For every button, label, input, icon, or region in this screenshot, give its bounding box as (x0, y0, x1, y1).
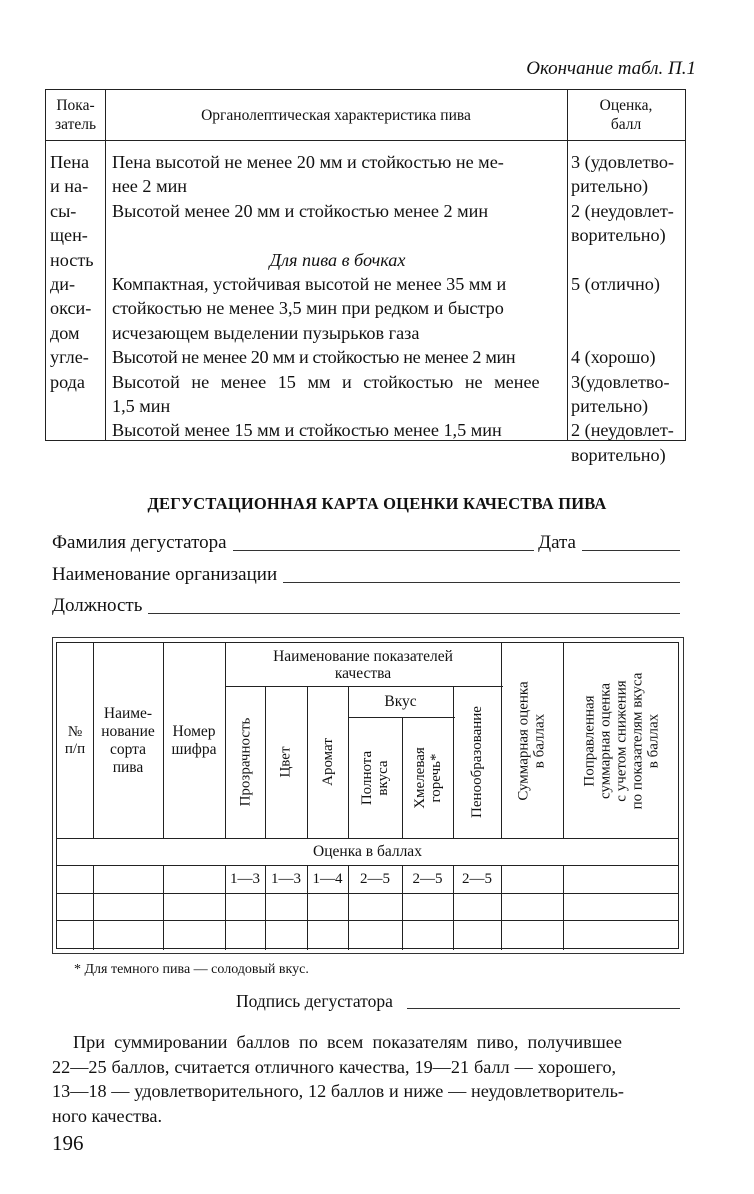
score-range-clarity: 1—3 (230, 870, 260, 887)
indicator-line: ди- (50, 273, 76, 294)
header-corrected-score (563, 643, 680, 838)
indicator-line: рода (50, 371, 85, 392)
score-range-color: 1—3 (271, 870, 301, 887)
score-line: 4 (хорошо) (571, 347, 656, 368)
score-line: 3(удовлетво- (571, 371, 670, 392)
header-text: в баллах (645, 713, 662, 768)
header-text: по показателям вкуса (629, 672, 646, 809)
header-color (265, 686, 307, 838)
taster-surname-label: Фамилия дегустатора (52, 532, 227, 553)
header-taste-group: Вкус (384, 693, 417, 710)
score-line: 3 (удовлетво- (571, 152, 675, 172)
header-text: шифра (171, 740, 217, 758)
header-aroma (307, 686, 348, 838)
paragraph-line: 22—25 баллов, считается отличного качества, 19—21 балл — хорошего, (52, 1056, 617, 1077)
characteristic-line: нее 2 мин (112, 176, 188, 197)
tasting-card-table (56, 642, 679, 949)
header-text: Прозрачность (237, 717, 254, 807)
header-indicator (46, 90, 105, 140)
characteristic-line: Высотой не менее 15 мм и стойкостью не менее (112, 371, 540, 392)
header-text: Хмелевая (411, 746, 428, 809)
score-line: 5 (отлично) (571, 273, 660, 294)
characteristic-line: Пена высотой не менее 20 мм и стойкостью не ме- (112, 152, 504, 172)
indicator-line: и на- (50, 176, 89, 197)
header-code (163, 643, 225, 838)
characteristic-line: Высотой не менее 20 мм и стойкостью не менее 2 мин (112, 347, 516, 368)
indicator-line: дом (50, 322, 80, 343)
header-text: № (67, 723, 83, 740)
characteristic-line: 1,5 мин (112, 395, 171, 416)
header-text: с учетом снижения (613, 679, 630, 802)
score-label-row: Оценка в баллах (313, 843, 422, 860)
score-line (571, 248, 685, 272)
score-range-aroma: 1—4 (312, 870, 343, 887)
score-line: ворительно) (571, 225, 666, 246)
signature-label: Подпись дегустатора (236, 991, 393, 1011)
header-text: Цвет (277, 746, 294, 778)
header-number (57, 643, 93, 838)
score-line: рительно) (571, 395, 649, 416)
paragraph-line: При суммировании баллов по всем показателям пиво, получившее (73, 1032, 622, 1052)
empty-table-row[interactable] (57, 893, 678, 920)
position-label: Должность (52, 595, 143, 616)
organization-row (52, 562, 680, 586)
header-total-score (501, 643, 563, 838)
header-text: Суммарная оценка (516, 680, 532, 801)
score-line (571, 296, 685, 320)
header-text: Пенообразование (469, 706, 485, 818)
score-range-foaming: 2—5 (462, 870, 492, 887)
header-divider (46, 140, 685, 141)
characteristic-line: Высотой менее 15 мм и стойкостью менее 1,5 мин (112, 420, 502, 441)
characteristic-column (112, 150, 563, 443)
organization-field[interactable] (283, 565, 680, 583)
header-foaming (453, 686, 501, 838)
position-row (52, 593, 680, 617)
header-text: вкуса (375, 759, 392, 796)
scoring-paragraph (52, 1030, 688, 1128)
indicator-line: угле- (50, 347, 89, 368)
indicator-line: ность (50, 249, 94, 270)
signature-field[interactable] (407, 991, 680, 1009)
subsection-heading: Для пива в бочках (269, 249, 406, 270)
header-text: нование (101, 722, 155, 740)
score-line: ворительно) (571, 444, 666, 465)
header-text: суммарная оценка (597, 682, 614, 799)
table-caption: Окончание табл. П.1 (526, 58, 696, 79)
header-text: качества (334, 664, 392, 682)
characteristic-line: Компактная, устойчивая высотой не менее 35 мм и (112, 273, 507, 294)
paragraph-line: ного качества. (52, 1105, 163, 1126)
position-field[interactable] (148, 596, 680, 614)
header-text: Пока- (56, 97, 95, 114)
header-text: пива (112, 758, 144, 776)
taster-surname-field[interactable] (233, 533, 535, 551)
header-text: затель (54, 116, 97, 133)
date-label: Дата (538, 532, 576, 553)
characteristic-line (112, 223, 563, 247)
characteristic-line: исчезающем выделении пузырьков газа (112, 322, 420, 343)
column-divider (105, 90, 106, 440)
taster-surname-row (52, 530, 680, 554)
empty-table-row[interactable] (57, 920, 678, 949)
page-number: 196 (52, 1131, 84, 1155)
indicator-line: Пена (50, 152, 90, 172)
header-characteristic: Органолептическая характеристика пива (201, 106, 471, 124)
indicator-line: сы- (50, 200, 77, 221)
header-text: горечь* (427, 753, 444, 802)
header-text: в баллах (532, 713, 548, 768)
footnote: * Для темного пива — солодовый вкус. (74, 962, 309, 977)
characteristic-line: стойкостью не менее 3,5 мин при редком и быстро (112, 298, 504, 319)
score-line: рительно) (571, 176, 649, 197)
score-range-hop-bitterness: 2—5 (412, 870, 443, 887)
signature-row (236, 991, 680, 1012)
header-text: Наиме- (103, 704, 153, 722)
score-line (571, 321, 685, 345)
header-text: Номер (172, 722, 216, 740)
header-text: Поправленная (581, 694, 598, 787)
organoleptic-table (45, 89, 686, 465)
column-divider (567, 90, 568, 440)
header-indicators-group (225, 643, 501, 686)
indicator-column (50, 150, 104, 394)
score-line: 2 (неудовлет- (571, 420, 674, 441)
header-text: Аромат (319, 738, 336, 786)
paragraph-line: 13—18 — удовлетворительного, 12 баллов и ниже — неудовлетворитель- (52, 1081, 624, 1101)
organization-label: Наименование организации (52, 564, 278, 585)
score-line: 2 (неудовлет- (571, 200, 674, 221)
header-beer-name (93, 643, 163, 838)
characteristic-line: Высотой менее 20 мм и стойкостью менее 2 мин (112, 200, 489, 221)
header-text: сорта (109, 740, 146, 758)
date-field[interactable] (582, 533, 680, 551)
header-text: балл (610, 116, 642, 133)
header-taste-fullness (348, 717, 402, 838)
indicator-line: щен- (50, 225, 88, 246)
score-range-taste-fullness: 2—5 (360, 870, 390, 887)
header-hop-bitterness (402, 717, 453, 838)
header-text: Оценка, (599, 97, 653, 114)
score-column (571, 150, 685, 467)
header-text: Полнота (359, 750, 376, 805)
form-title: ДЕГУСТАЦИОННАЯ КАРТА ОЦЕНКИ КАЧЕСТВА ПИВА (147, 494, 607, 513)
header-text: п/п (64, 740, 86, 757)
header-clarity (225, 686, 265, 838)
header-score (567, 90, 685, 140)
indicator-line: окси- (50, 298, 92, 319)
header-text: Наименование показателей (273, 647, 453, 665)
